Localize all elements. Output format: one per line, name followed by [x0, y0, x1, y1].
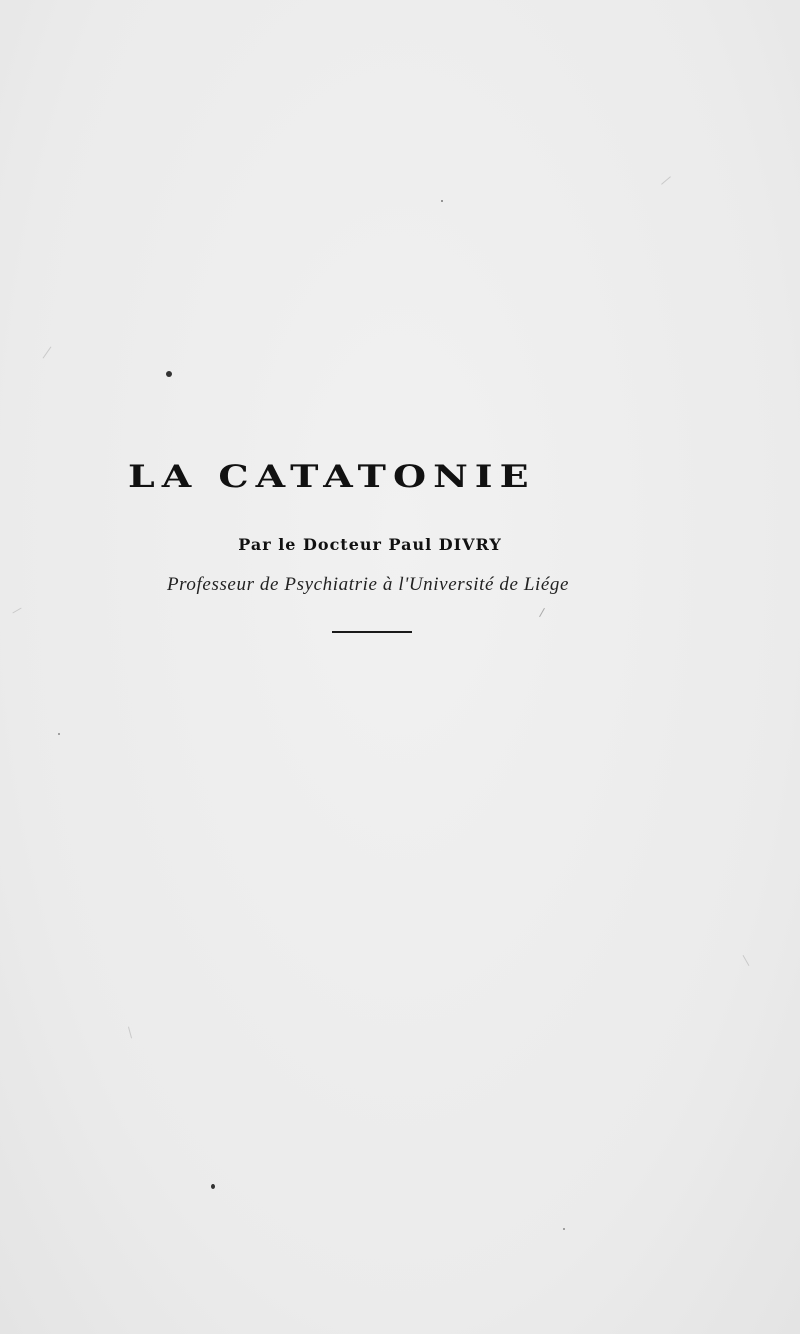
author-byline: Par le Docteur Paul DIVRY	[238, 535, 502, 554]
paper-speck	[441, 200, 443, 202]
paper-speck	[211, 1184, 215, 1189]
paper-speck	[58, 733, 60, 735]
paper-speck	[563, 1228, 565, 1230]
paper-speck	[166, 371, 172, 377]
paper-fiber	[128, 1027, 132, 1039]
paper-fiber	[43, 346, 52, 358]
author-affiliation: Professeur de Psychiatrie à l'Université de Liége	[166, 574, 570, 595]
document-title: LA CATATONIE	[128, 458, 536, 494]
paper-fiber	[661, 176, 671, 184]
paper-fiber	[743, 955, 750, 966]
paper-fiber	[12, 608, 21, 614]
separator-rule	[332, 631, 412, 633]
paper-fiber	[539, 608, 545, 617]
